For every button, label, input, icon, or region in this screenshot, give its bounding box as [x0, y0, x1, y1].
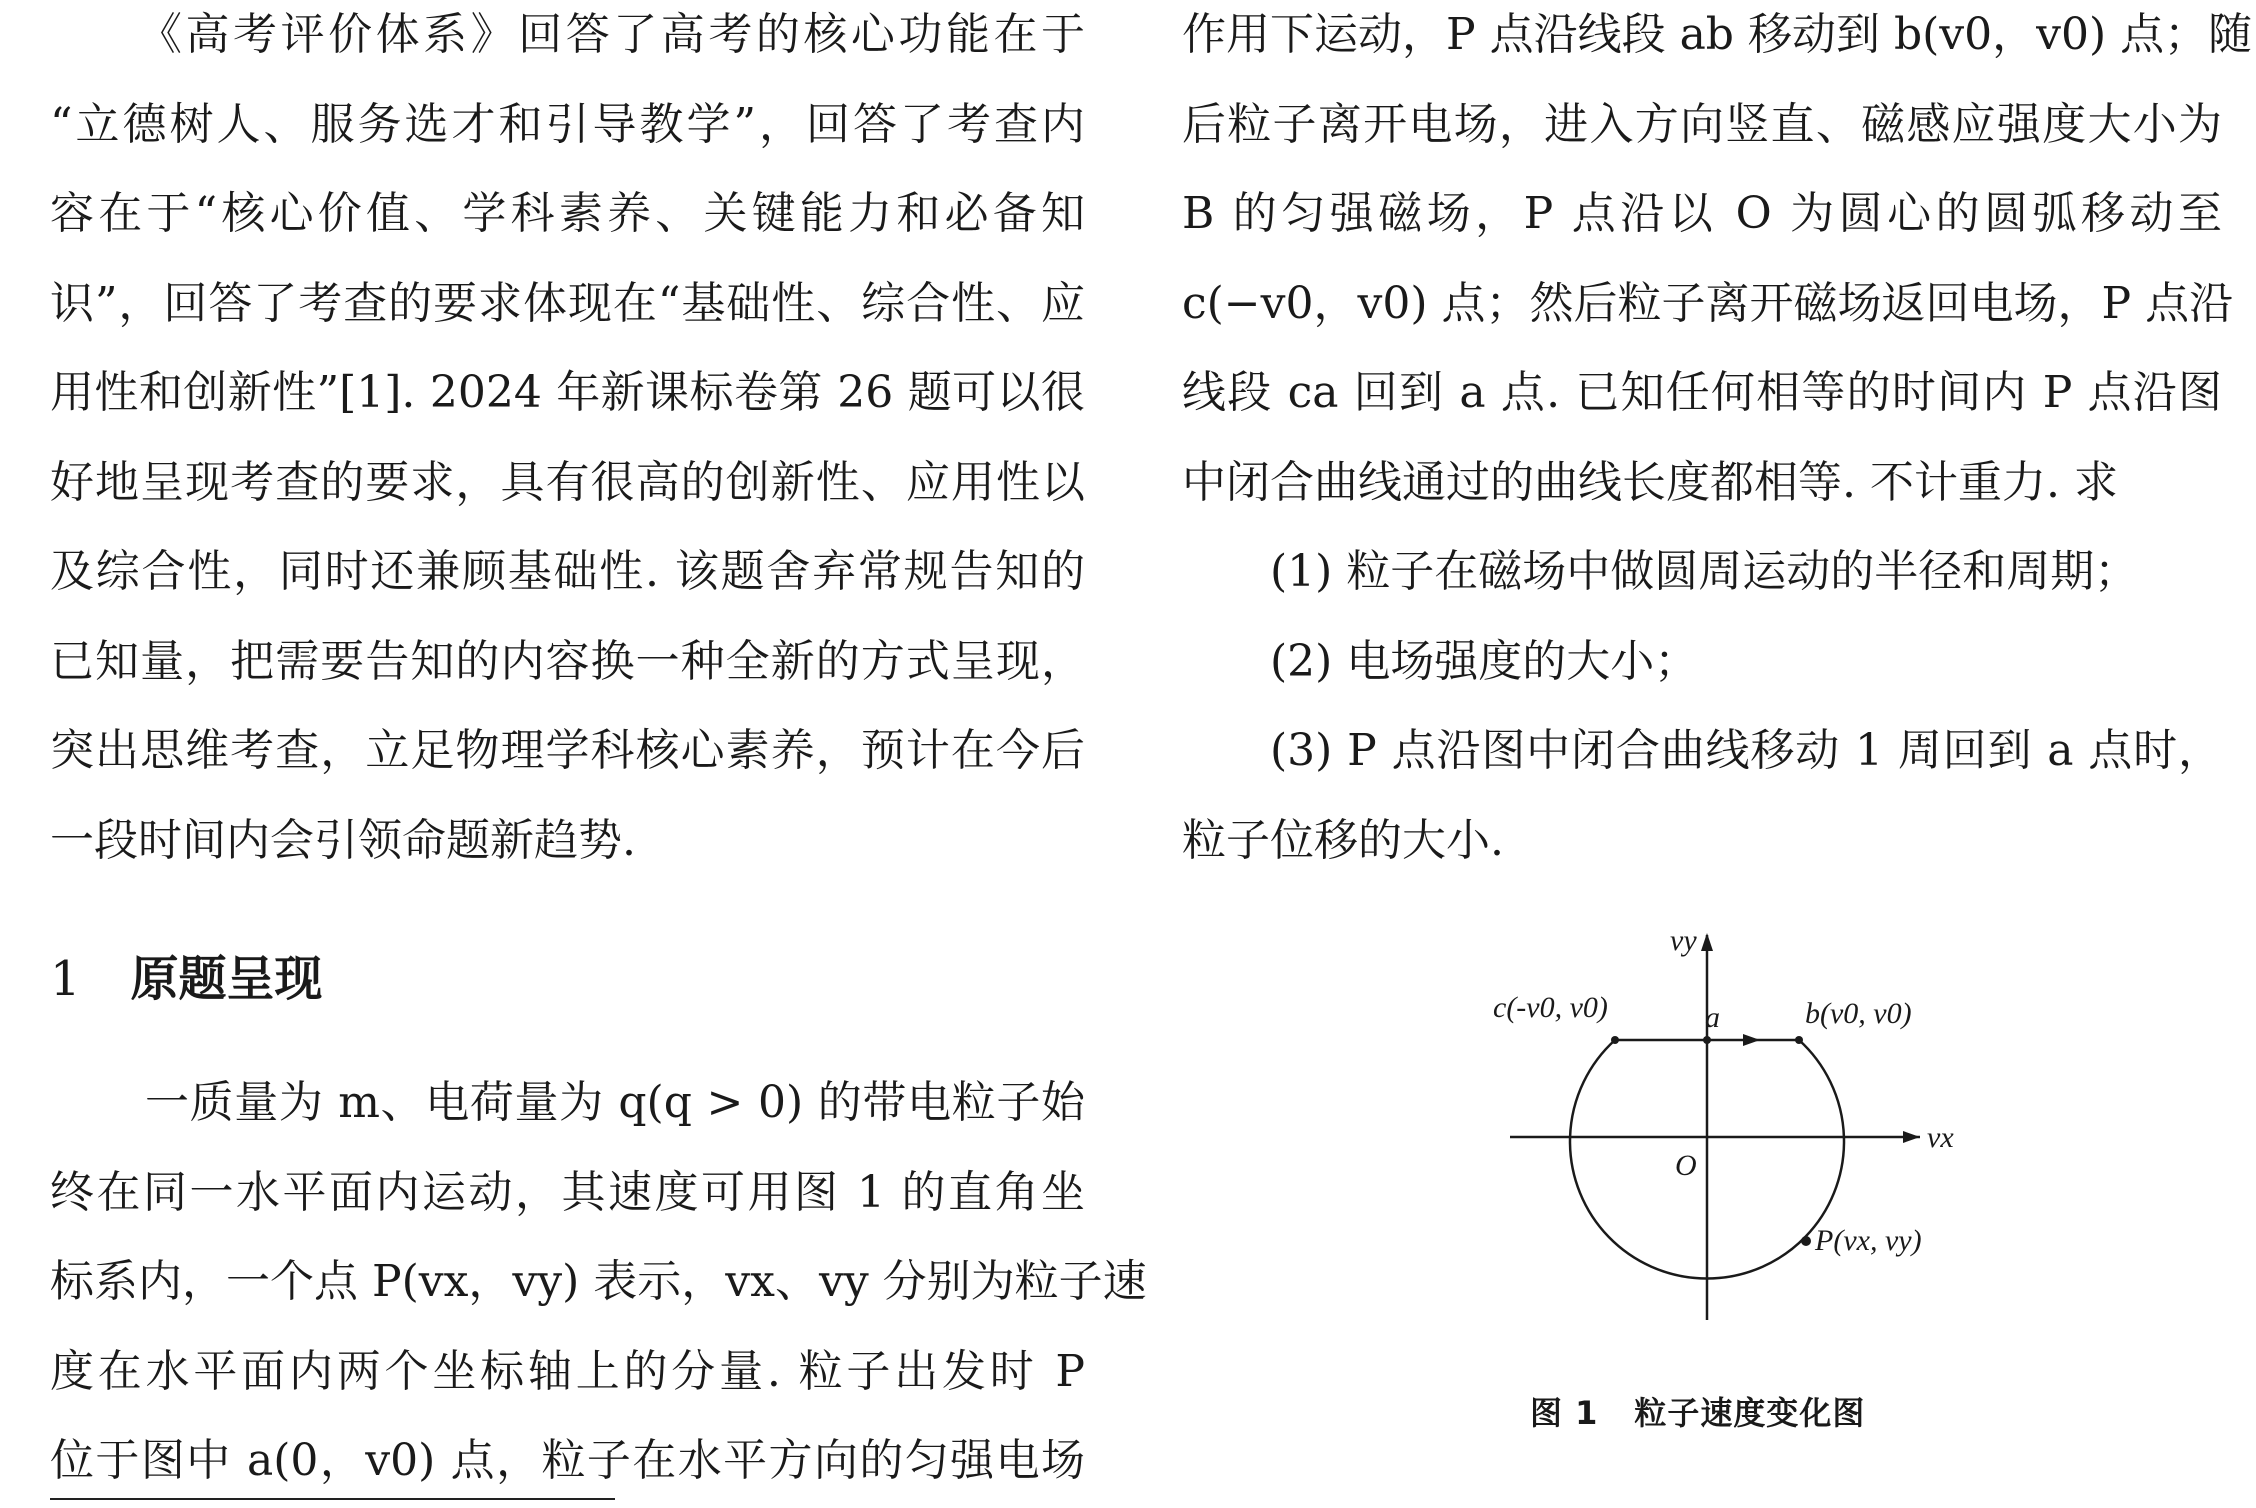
- point-c-dot: [1611, 1036, 1619, 1044]
- intro-line-6: 好地呈现考查的要求，具有很高的创新性、应用性以: [50, 456, 1085, 508]
- section-heading: [50, 940, 323, 1009]
- problem-line-1: 一质量为 m、电荷量为 q(q > 0) 的带电粒子始: [145, 1077, 1085, 1128]
- vy-axis-arrow: [1701, 933, 1713, 951]
- question-3: (3) P 点沿图中闭合曲线移动 1 周回到 a 点时，: [1270, 725, 2222, 776]
- point-p-label: P(vx, vy): [1815, 1224, 1922, 1257]
- origin-label: O: [1675, 1149, 1697, 1182]
- intro-line-10: 一段时间内会引领命题新趋势.: [50, 814, 636, 866]
- right-line-5: 线段 ca 回到 a 点. 已知任何相等的时间内 P 点沿图: [1182, 367, 2222, 418]
- intro-line-8: 已知量，把需要告知的内容换一种全新的方式呈现，: [50, 635, 1085, 687]
- intro-line-7: 及综合性，同时还兼顾基础性. 该题舍弃常规告知的: [50, 546, 1085, 597]
- point-b-dot: [1795, 1036, 1803, 1044]
- intro-line-3: 容在于“核心价值、学科素养、关键能力和必备知: [50, 188, 1085, 239]
- footnote-rule: [50, 1498, 615, 1500]
- point-c-label: c(-v0, v0): [1493, 991, 1608, 1024]
- point-a-label: a: [1705, 1001, 1720, 1034]
- problem-line-5: 位于图中 a(0，v0) 点，粒子在水平方向的匀强电场: [50, 1435, 1085, 1486]
- problem-line-2: 终在同一水平面内运动，其速度可用图 1 的直角坐: [50, 1166, 1085, 1218]
- vx-axis-arrow: [1903, 1131, 1920, 1143]
- right-line-3: B 的匀强磁场，P 点沿以 O 为圆心的圆弧移动至: [1182, 188, 2222, 239]
- section-number: 1: [50, 951, 81, 1007]
- point-p-dot: [1801, 1236, 1811, 1246]
- left-column: [50, 0, 1085, 885]
- figure-caption-text: 粒子速度变化图: [1634, 1394, 1866, 1432]
- velocity-diagram: [1375, 905, 2065, 1325]
- vy-axis-label: vy: [1670, 924, 1697, 957]
- velocity-diagram-svg: [1375, 905, 2065, 1325]
- question-1: (1) 粒子在磁场中做圆周运动的半径和周期；: [1270, 546, 2139, 597]
- question-2: (2) 电场强度的大小；: [1270, 635, 1699, 687]
- intro-line-2: “立德树人、服务选才和引导教学”，回答了考查内: [50, 98, 1085, 150]
- point-b-label: b(v0, v0): [1805, 997, 1912, 1030]
- vx-axis-label: vx: [1927, 1121, 1954, 1154]
- section-title: 原题呈现: [130, 951, 323, 1007]
- problem-line-4: 度在水平面内两个坐标轴上的分量. 粒子出发时 P: [50, 1345, 1085, 1397]
- right-line-6: 中闭合曲线通过的曲线长度都相等. 不计重力. 求: [1182, 456, 2118, 508]
- intro-line-4: 识”，回答了考查的要求体现在“基础性、综合性、应: [50, 277, 1085, 329]
- right-column: [1182, 0, 2253, 885]
- figure-caption-number: 图 1: [1530, 1394, 1599, 1432]
- right-line-2: 后粒子离开电场，进入方向竖直、磁感应强度大小为: [1182, 98, 2222, 150]
- question-3-cont: 粒子位移的大小.: [1182, 814, 1504, 866]
- point-a-dot: [1703, 1036, 1711, 1044]
- segment-arrow: [1743, 1034, 1760, 1046]
- intro-line-1: 《高考评价体系》回答了高考的核心功能在于: [138, 9, 1085, 60]
- right-line-1: 作用下运动，P 点沿线段 ab 移动到 b(v0，v0) 点；随: [1182, 9, 2253, 60]
- intro-line-5: 用性和创新性”[1]. 2024 年新课标卷第 26 题可以很: [50, 367, 1085, 418]
- problem-line-3: 标系内，一个点 P(vx，vy) 表示，vx、vy 分别为粒子速: [50, 1256, 1147, 1307]
- intro-line-9: 突出思维考查，立足物理学科核心素养，预计在今后: [50, 725, 1085, 776]
- figure-caption: [1530, 1388, 1865, 1434]
- right-line-4: c(−v0，v0) 点；然后粒子离开磁场返回电场，P 点沿: [1182, 277, 2234, 329]
- problem-text-left: [50, 1058, 1147, 1506]
